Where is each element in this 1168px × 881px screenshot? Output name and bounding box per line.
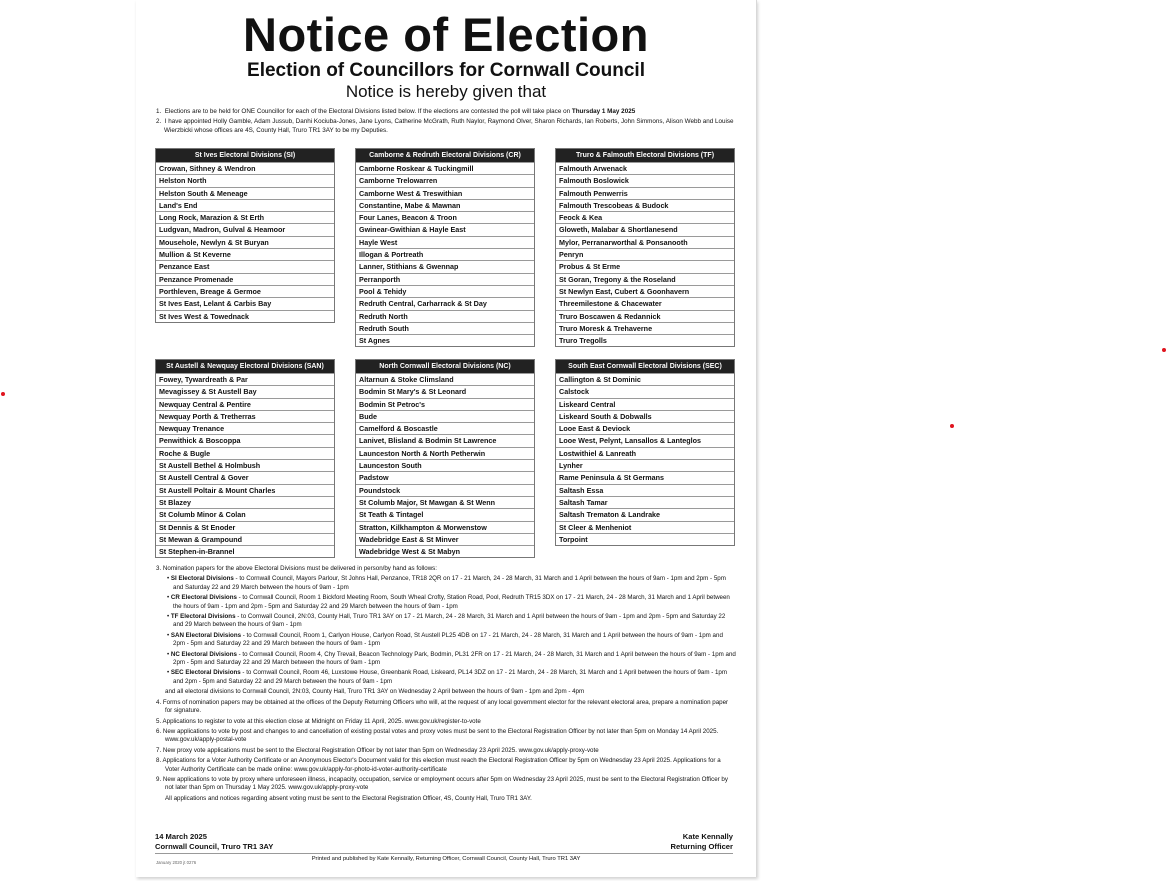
footer-divider [155, 853, 733, 854]
marker-dot [1, 392, 5, 396]
division-row: Redruth North [356, 310, 534, 322]
division-row: Gloweth, Malabar & Shortlanesend [556, 223, 734, 235]
division-row: Wadebridge East & St Minver [356, 533, 534, 545]
division-table-header: Truro & Falmouth Electoral Divisions (TF) [556, 149, 734, 162]
nomination-label: SEC Electoral Divisions [170, 669, 241, 677]
nomination-text: - to Cornwall Council, 2N:03, County Hall, Truro TR1 3AY on 17 - 21 March, 24 - 28 March, 31 March and 1 April between the hours of 9am - 1pm and 2pm - 5pm and Saturday 22 and 29 March between the hours of 9am - 1pm [173, 613, 726, 629]
division-table-header: St Ives Electoral Divisions (SI) [156, 149, 334, 162]
division-table-header: North Cornwall Electoral Divisions (NC) [356, 360, 534, 373]
nomination-label: NC Electoral Divisions [170, 650, 237, 658]
division-table-header: South East Cornwall Electoral Divisions (SEC) [556, 360, 734, 373]
division-row: Hayle West [356, 236, 534, 248]
division-row: Lanivet, Blisland & Bodmin St Lawrence [356, 434, 534, 446]
division-table-header: Camborne & Redruth Electoral Divisions (CR) [356, 149, 534, 162]
division-row: Newquay Central & Pentire [156, 398, 334, 410]
division-row: Falmouth Boslowick [556, 174, 734, 186]
division-row: Launceston North & North Petherwin [356, 447, 534, 459]
division-row: St Newlyn East, Cubert & Goonhavern [556, 285, 734, 297]
note-5: 5. Applications to register to vote at this election close at Midnight on Friday 11 April, 2025. www.gov.uk/register-to-vote [156, 717, 481, 725]
division-row: Bude [356, 410, 534, 422]
division-row: Stratton, Kilkhampton & Morwenstow [356, 521, 534, 533]
division-row: Liskeard Central [556, 398, 734, 410]
marker-dot [1162, 348, 1166, 352]
division-row: Probus & St Erme [556, 260, 734, 272]
division-row: Pool & Tehidy [356, 285, 534, 297]
division-row: St Columb Minor & Colan [156, 508, 334, 520]
division-row: Altarnun & Stoke Climsland [356, 373, 534, 385]
nomination-label: SI Electoral Divisions [170, 575, 234, 583]
division-row: Land's End [156, 199, 334, 211]
division-row: Penwithick & Boscoppa [156, 434, 334, 446]
division-row: Calstock [556, 385, 734, 397]
division-table [155, 148, 335, 323]
division-row: Crowan, Sithney & Wendron [156, 162, 334, 174]
division-row: Feock & Kea [556, 211, 734, 223]
division-row: Saltash Trematon & Landrake [556, 508, 734, 520]
note-4: 4. Forms of nomination papers may be obtained at the offices of the Deputy Returning Officers who will, at the request of any local government elector for the relevant electoral area, prepare a nomination paper for signature. [156, 698, 729, 715]
document-code: January 2020 jt 0276 [156, 860, 197, 865]
division-row: Fowey, Tywardreath & Par [156, 373, 334, 385]
division-row: Roche & Bugle [156, 447, 334, 459]
division-row: Padstow [356, 471, 534, 483]
marker-dot [950, 424, 954, 428]
division-row: Saltash Essa [556, 484, 734, 496]
notice-date: 14 March 2025 [155, 832, 207, 841]
division-row: Truro Boscawen & Redannick [556, 310, 734, 322]
division-row: St Austell Poltair & Mount Charles [156, 484, 334, 496]
intro-item-1: 1. Elections are to be held for ONE Councillor for each of the Electoral Divisions listed below. If the elections are contested the poll will take place on Thursday 1 May 2025 [156, 108, 636, 115]
page-tagline: Notice is hereby given that [345, 82, 547, 101]
division-row: Helston South & Meneage [156, 187, 334, 199]
division-row: Launceston South [356, 459, 534, 471]
all-divisions-note: and all electoral divisions to Cornwall Council, 2N:03, County Hall, Truro TR1 3AY on Wednesday 2 April between the hours of 9am - 1pm and 2pm - 4pm [165, 688, 585, 696]
division-row: Camborne Trelowarren [356, 174, 534, 186]
page-title: Notice of Election [243, 8, 649, 61]
nomination-label: TF Electoral Divisions [170, 613, 236, 621]
division-row: St Stephen-in-Brannel [156, 545, 334, 557]
division-row: Redruth Central, Carharrack & St Day [356, 297, 534, 309]
division-row: St Austell Bethel & Holmbush [156, 459, 334, 471]
intro-item-2: 2. I have appointed Holly Gamble, Adam Jussub, Danhi Kociuba-Jones, Jane Lyons, Catherine McGrath, Ruth Naylor, Raymond Olver, Sharon Richards, Ian Roberts, John Simmons, Alison Webb and Louise Wierzbicki whose offices are 4S, County Hall, Truro TR1 3AY to be my Deputies. [156, 118, 734, 134]
division-row: Mousehole, Newlyn & St Buryan [156, 236, 334, 248]
nomination-item: • CR Electoral Divisions - to Cornwall Council, Room 1 Bickford Meeting Room, South Wheal Crofty, Station Road, Pool, Redruth TR15 3DX on 17 - 21 March, 24 - 28 March, 31 March and 1 April between the hours of 9am - 1pm and 2pm - 5pm and Saturday 22 and 29 March between the hours of 9am - 1pm [167, 594, 730, 610]
nomination-intro: 3. Nomination papers for the above Electoral Divisions must be delivered in person/by hand as follows: [156, 565, 437, 572]
division-row: St Agnes [356, 334, 534, 346]
division-row: St Goran, Tregony & the Roseland [556, 273, 734, 285]
division-row: Newquay Trenance [156, 422, 334, 434]
division-row: St Ives East, Lelant & Carbis Bay [156, 297, 334, 309]
absent-voting-note: All applications and notices regarding absent voting must be sent to the Electoral Registration Officer, 4S, County Hall, Truro TR1 3AY. [165, 794, 532, 802]
division-row: St Blazey [156, 496, 334, 508]
nomination-item: • SI Electoral Divisions - to Cornwall Council, Mayors Parlour, St Johns Hall, Penzance, TR18 2QR on 17 - 21 March, 24 - 28 March, 31 March and 1 April between the hours of 9am - 1pm and 2pm - 5pm and Saturday 22 and 29 March between the hours of 9am - 1pm [167, 575, 726, 591]
division-row: Lanner, Stithians & Gwennap [356, 260, 534, 272]
division-row: St Columb Major, St Mawgan & St Wenn [356, 496, 534, 508]
nomination-item: • SEC Electoral Divisions - to Cornwall Council, Room 46, Luxstowe House, Greenbank Road, Liskeard, PL14 3DZ on 17 - 21 March, 24 - 28 March, 31 March and 1 April between the hours of 9am - 1pm and 2pm - 5pm and Saturday 22 and 29 March between the hours of 9am - 1pm [167, 669, 728, 685]
nomination-item: • NC Electoral Divisions - to Cornwall Council, Room 4, Chy Trevail, Beacon Technology Park, Bodmin, PL31 2FR on 17 - 21 March, 24 - 28 March, 31 March and 1 April between the hours of 9am - 1pm and 2pm - 5pm and Saturday 22 and 29 March between the hours of 9am - 1pm [167, 650, 736, 667]
nomination-text: - to Cornwall Council, Room 1, Carlyon House, Carlyon Road, St Austell PL25 4DB on 17 - 21 March, 24 - 28 March, 31 March and 1 April between the hours of 9am - 1pm and 2pm - 5pm and Saturday 22 and 29 March between the hours of 9am - 1pm [173, 631, 723, 648]
division-row: Falmouth Arwenack [556, 162, 734, 174]
division-table [555, 359, 735, 546]
division-row: Penryn [556, 248, 734, 260]
nomination-label: CR Electoral Divisions [170, 594, 237, 602]
division-table [555, 148, 735, 347]
nomination-text: - to Cornwall Council, Mayors Parlour, St Johns Hall, Penzance, TR18 2QR on 17 - 21 March, 24 - 28 March, 31 March and 1 April between the hours of 9am - 1pm and 2pm - 5pm and Saturday 22 and 29 March between the hours of 9am - 1pm [173, 575, 726, 591]
division-row: St Austell Central & Gover [156, 471, 334, 483]
division-row: Bodmin St Petroc's [356, 398, 534, 410]
division-row: Porthleven, Breage & Germoe [156, 285, 334, 297]
nomination-list [156, 575, 736, 686]
division-row: Liskeard South & Dobwalls [556, 410, 734, 422]
division-row: Helston North [156, 174, 334, 186]
division-row: Rame Peninsula & St Germans [556, 471, 734, 483]
division-row: Torpoint [556, 533, 734, 545]
division-table [355, 359, 535, 558]
division-row: Newquay Porth & Tretherras [156, 410, 334, 422]
division-row: Constantine, Mabe & Mawnan [356, 199, 534, 211]
division-row: Camborne West & Treswithian [356, 187, 534, 199]
division-row: Long Rock, Marazion & St Erth [156, 211, 334, 223]
footer-left [155, 832, 273, 852]
notice-page [136, 0, 757, 877]
division-row: Truro Tregolls [556, 334, 734, 346]
division-row: Lynher [556, 459, 734, 471]
division-row: Penzance East [156, 260, 334, 272]
division-row: Four Lanes, Beacon & Troon [356, 211, 534, 223]
nomination-item: • SAN Electoral Divisions - to Cornwall Council, Room 1, Carlyon House, Carlyon Road, St Austell PL25 4DB on 17 - 21 March, 24 - 28 March, 31 March and 1 April between the hours of 9am - 1pm and 2pm - 5pm and Saturday 22 and 29 March between the hours of 9am - 1pm [167, 631, 723, 648]
division-table-header: St Austell & Newquay Electoral Divisions (SAN) [156, 360, 334, 373]
division-row: Threemilestone & Chacewater [556, 297, 734, 309]
division-row: Bodmin St Mary's & St Leonard [356, 385, 534, 397]
division-row: Falmouth Trescobeas & Budock [556, 199, 734, 211]
note-9: 9. New applications to vote by proxy where unforeseen illness, incapacity, occupation, service or employment occurs after 5pm on Wednesday 23 April 2025, must be sent to the Electoral Registration Officer by not later than 5pm on Thursday 1 May 2025. www.gov.uk/apply-proxy-vote [156, 775, 728, 792]
nomination-text: - to Cornwall Council, Room 4, Chy Trevail, Beacon Technology Park, Bodmin, PL31 2FR on 17 - 21 March, 24 - 28 March, 31 March and 1 April between the hours of 9am - 1pm and 2pm - 5pm and Saturday 22 and 29 March between the hours of 9am - 1pm [173, 650, 736, 667]
division-row: Perranporth [356, 273, 534, 285]
council-address: Cornwall Council, Truro TR1 3AY [155, 842, 274, 851]
division-row: Redruth South [356, 322, 534, 334]
division-row: Saltash Tamar [556, 496, 734, 508]
division-row: Wadebridge West & St Mabyn [356, 545, 534, 557]
officer-title: Returning Officer [670, 842, 733, 851]
footer-right [671, 832, 733, 852]
division-row: St Cleer & Menheniot [556, 521, 734, 533]
division-row: Poundstock [356, 484, 534, 496]
division-row: Truro Moresk & Trehaverne [556, 322, 734, 334]
division-row: St Mewan & Grampound [156, 533, 334, 545]
nomination-item: • TF Electoral Divisions - to Cornwall Council, 2N:03, County Hall, Truro TR1 3AY on 17 - 21 March, 24 - 28 March, 31 March and 1 April between the hours of 9am - 1pm and 2pm - 5pm and Saturday 22 and 29 March between the hours of 9am - 1pm [167, 613, 726, 629]
division-row: Falmouth Penwerris [556, 187, 734, 199]
division-row: Ludgvan, Madron, Gulval & Heamoor [156, 223, 334, 235]
division-table [155, 359, 335, 558]
division-row: Mevagissey & St Austell Bay [156, 385, 334, 397]
division-table [355, 148, 535, 347]
nomination-text: - to Cornwall Council, Room 1 Bickford Meeting Room, South Wheal Crofty, Station Road, Pool, Redruth TR15 3DX on 17 - 21 March, 24 - 28 March, 31 March and 1 April between the hours of 9am - 1pm and 2pm - 5pm and Saturday 22 and 29 March between the hours of 9am - 1pm [173, 594, 730, 610]
division-row: St Teath & Tintagel [356, 508, 534, 520]
note-7: 7. New proxy vote applications must be sent to the Electoral Registration Officer by not later than 5pm on Wednesday 23 April 2025. www.gov.uk/apply-proxy-vote [156, 746, 599, 754]
nomination-notes [156, 565, 736, 805]
division-row: Looe East & Deviock [556, 422, 734, 434]
division-row: Illogan & Portreath [356, 248, 534, 260]
division-row: St Ives West & Towednack [156, 310, 334, 322]
division-row: Camborne Roskear & Tuckingmill [356, 162, 534, 174]
intro-notes [156, 108, 736, 137]
division-row: Camelford & Boscastle [356, 422, 534, 434]
division-row: Mullion & St Keverne [156, 248, 334, 260]
note-8: 8. Applications for a Voter Authority Certificate or an Anonymous Elector's Document valid for this election must reach the Electoral Registration Officer by 5pm on Wednesday 23 April 2025. Applications for a Voter Authority Certificate can be made online: www.gov.uk/apply-for-photo-id-voter-authority-certificate [156, 757, 721, 773]
officer-name: Kate Kennally [682, 832, 733, 841]
division-row: Mylor, Perranarworthal & Ponsanooth [556, 236, 734, 248]
division-row: Looe West, Pelynt, Lansallos & Lanteglos [556, 434, 734, 446]
division-row: Callington & St Dominic [556, 373, 734, 385]
division-row: Gwinear-Gwithian & Hayle East [356, 223, 534, 235]
division-row: Lostwithiel & Lanreath [556, 447, 734, 459]
division-row: St Dennis & St Enoder [156, 521, 334, 533]
printed-by: Printed and published by Kate Kennally, Returning Officer, Cornwall Council, County Hall, Truro TR1 3AY [311, 856, 581, 862]
note-6: 6. New applications to vote by post and changes to and cancellation of existing postal votes and proxy votes must be sent to the Electoral Registration Officer by not later than 5pm on Monday 14 April 2025. www.gov.uk/apply-postal-vote [156, 727, 719, 744]
nomination-label: SAN Electoral Divisions [170, 631, 242, 639]
nomination-text: - to Cornwall Council, Room 46, Luxstowe House, Greenbank Road, Liskeard, PL14 3DZ on 17 - 21 March, 24 - 28 March, 31 March and 1 April between the hours of 9am - 1pm and 2pm - 5pm and Saturday 22 and 29 March between the hours of 9am - 1pm [173, 669, 728, 685]
division-row: Penzance Promenade [156, 273, 334, 285]
page-subtitle: Election of Councillors for Cornwall Council [247, 60, 645, 81]
